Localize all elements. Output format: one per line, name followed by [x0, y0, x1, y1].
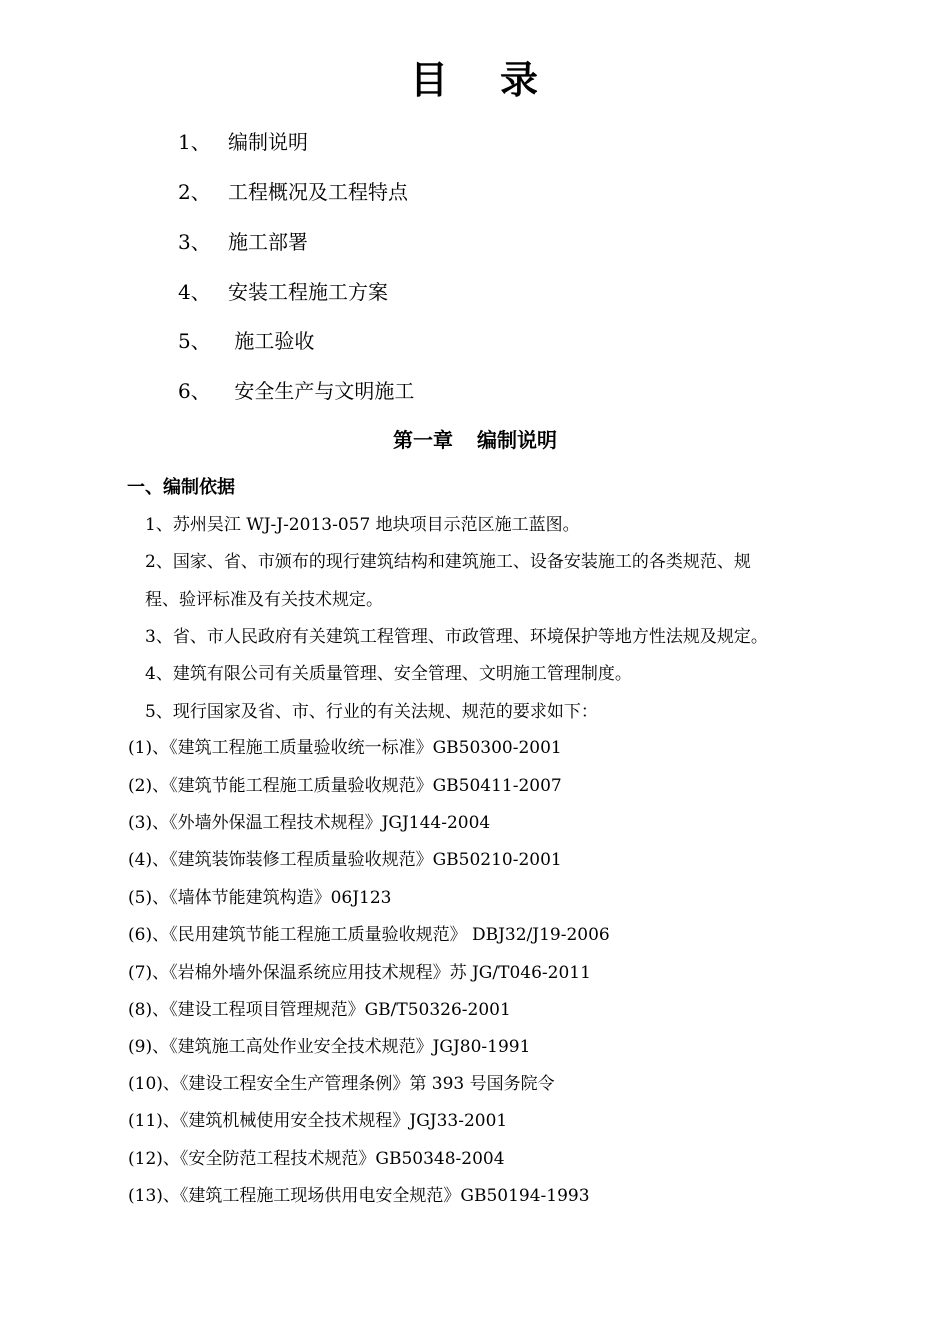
standard-item: (13)、《建筑工程施工现场供用电安全规范》GB50194-1993 [128, 1186, 590, 1206]
standard-item: (1)、《建筑工程施工质量验收统一标准》GB50300-2001 [128, 738, 562, 758]
toc-item [178, 178, 408, 206]
basis-line: 5、现行国家及省、市、行业的有关法规、规范的要求如下： [145, 702, 598, 722]
toc-item-number: 5、 [178, 329, 211, 353]
basis-line: 1、苏州吴江 WJ-J-2013-057 地块项目示范区施工蓝图。 [145, 515, 580, 535]
toc-item-label: 安全生产与文明施工 [228, 379, 415, 403]
toc-item-number: 6、 [178, 379, 211, 403]
chapter-title: 编制说明 [477, 428, 557, 452]
basis-line: 4、建筑有限公司有关质量管理、安全管理、文明施工管理制度。 [145, 664, 632, 684]
toc-item-number: 3、 [178, 230, 211, 254]
standard-item: (5)、《墙体节能建筑构造》06J123 [128, 888, 392, 908]
standard-item: (7)、《岩棉外墙外保温系统应用技术规程》苏 JG/T046-2011 [128, 963, 591, 983]
toc-title-part2: 录 [500, 57, 541, 102]
standard-item: (8)、《建设工程项目管理规范》GB/T50326-2001 [128, 1000, 511, 1020]
toc-title [0, 58, 950, 102]
basis-line-continued: 程、验评标准及有关技术规定。 [145, 590, 383, 610]
toc-item-number: 2、 [178, 180, 211, 204]
standard-item: (9)、《建筑施工高处作业安全技术规范》JGJ80-1991 [128, 1037, 531, 1057]
toc-item [178, 377, 414, 405]
standard-item: (6)、《民用建筑节能工程施工质量验收规范》 DBJ32/J19-2006 [128, 925, 610, 945]
toc-item-label: 安装工程施工方案 [228, 280, 388, 304]
basis-line: 3、省、市人民政府有关建筑工程管理、市政管理、环境保护等地方性法规及规定。 [145, 627, 768, 647]
toc-item [178, 128, 308, 156]
toc-item-number: 4、 [178, 280, 211, 304]
toc-item [178, 278, 388, 306]
toc-item-label: 工程概况及工程特点 [228, 180, 408, 204]
toc-title-part1: 目 [409, 57, 450, 102]
standard-item: (4)、《建筑装饰装修工程质量验收规范》GB50210-2001 [128, 850, 562, 870]
toc-item [178, 228, 308, 256]
toc-item-label: 施工部署 [228, 230, 308, 254]
standard-item: (3)、《外墙外保温工程技术规程》JGJ144-2004 [128, 813, 491, 833]
section-heading: 一、编制依据 [127, 477, 235, 498]
standard-item: (2)、《建筑节能工程施工质量验收规范》GB50411-2007 [128, 776, 562, 796]
basis-line: 2、国家、省、市颁布的现行建筑结构和建筑施工、设备安装施工的各类规范、规 [145, 552, 751, 572]
standard-item: (11)、《建筑机械使用安全技术规程》JGJ33-2001 [128, 1111, 508, 1131]
standard-item: (12)、《安全防范工程技术规范》GB50348-2004 [128, 1149, 505, 1169]
toc-item-number: 1、 [178, 130, 211, 154]
toc-item-label: 编制说明 [228, 130, 308, 154]
standard-item: (10)、《建设工程安全生产管理条例》第 393 号国务院令 [128, 1074, 555, 1094]
chapter-number: 第一章 [393, 428, 453, 452]
toc-item-label: 施工验收 [228, 329, 315, 353]
toc-item [178, 327, 314, 355]
chapter-heading [0, 426, 950, 454]
